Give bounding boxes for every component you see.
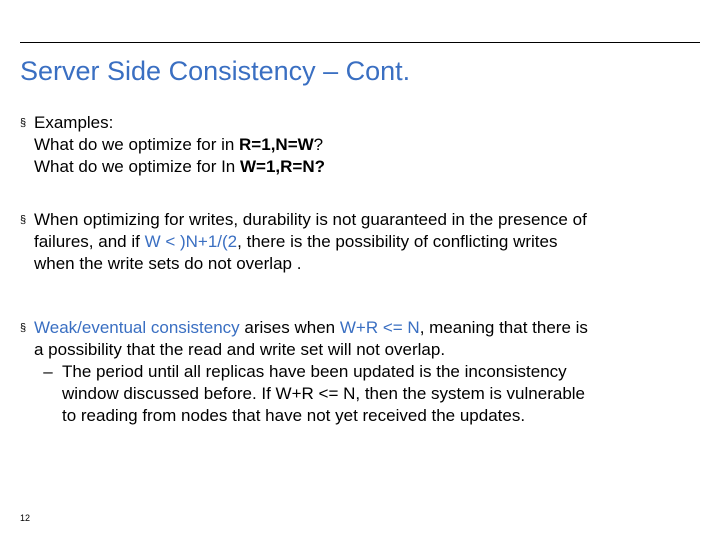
- sub-bullet-line-2: window discussed before. If W+R <= N, then the system is vulnerable: [62, 384, 585, 403]
- durability-line-2: [20, 231, 700, 253]
- example-1-text: What do we optimize for in: [34, 135, 240, 154]
- durability-text-c: , there is the possibility of conflicting writes: [237, 232, 558, 251]
- weak-line-2: a possibility that the read and write set will not overlap.: [34, 340, 446, 359]
- bullet-icon: §: [20, 322, 27, 334]
- example-2-text: What do we optimize for In: [34, 157, 240, 176]
- example-1-formula: R=1,N=W: [239, 135, 314, 154]
- weak-consistency-term: Weak/eventual consistency: [34, 318, 240, 337]
- bullet-examples: [20, 112, 700, 178]
- bullet-text: Examples:: [34, 113, 114, 132]
- sub-bullet-text-1: The period until all replicas have been updated is the inconsistency: [62, 362, 567, 381]
- weak-text-d: , meaning that there is: [419, 318, 588, 337]
- sub-bullet-line-1: [20, 361, 700, 383]
- bullet-weak-consistency: [20, 317, 700, 427]
- durability-text-a: failures, and if: [34, 232, 145, 251]
- bullet-durability: [20, 209, 700, 275]
- weak-text-b: arises when: [239, 318, 340, 337]
- top-divider: [20, 42, 700, 43]
- bullet-icon: §: [20, 214, 27, 226]
- durability-line-3: when the write sets do not overlap .: [34, 254, 302, 273]
- example-2-formula: W=1,R=N?: [239, 157, 326, 176]
- sub-bullet-line-3: to reading from nodes that have not yet received the updates.: [62, 406, 526, 425]
- slide-title: Server Side Consistency – Cont.: [20, 56, 411, 86]
- durability-line-1: When optimizing for writes, durability is not guaranteed in the presence of: [34, 210, 587, 229]
- durability-formula: W < )N+1/(2: [144, 232, 238, 251]
- example-1-suffix: ?: [313, 135, 324, 154]
- dash-icon: –: [43, 362, 53, 381]
- weak-formula: W+R <= N: [339, 318, 420, 337]
- example-line-1: [20, 134, 700, 156]
- page-number: 12: [20, 513, 31, 523]
- example-line-2: [20, 156, 700, 178]
- bullet-icon: §: [20, 117, 27, 129]
